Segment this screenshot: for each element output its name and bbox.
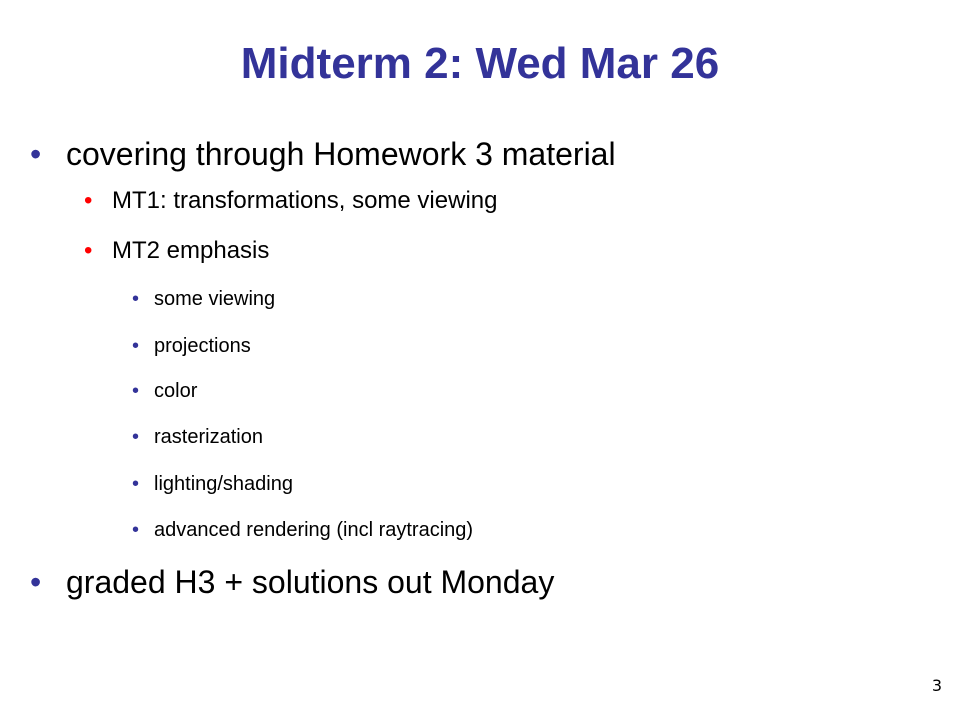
bullet-icon: • — [30, 564, 42, 600]
bullet-icon: • — [132, 288, 140, 310]
slide-title: Midterm 2: Wed Mar 26 — [240, 39, 720, 88]
bullet-icon: • — [30, 136, 42, 172]
bullet-item-level3 — [132, 285, 275, 313]
page-number: 3 — [931, 676, 942, 695]
bullet-text: lighting/shading — [154, 473, 293, 495]
bullet-text: MT2 emphasis — [112, 237, 270, 264]
bullet-icon: • — [84, 237, 93, 264]
bullet-icon: • — [132, 473, 140, 495]
bullet-text: projections — [154, 335, 251, 357]
bullet-icon: • — [132, 519, 140, 541]
bullet-item-level3 — [132, 423, 263, 451]
bullet-text: rasterization — [154, 426, 263, 448]
bullet-item-level3 — [132, 516, 473, 544]
bullet-item-level1 — [30, 562, 554, 602]
bullet-text: color — [154, 380, 198, 402]
bullet-icon: • — [84, 187, 93, 214]
bullet-text: some viewing — [154, 288, 276, 310]
bullet-icon: • — [132, 335, 140, 357]
bullet-item-level2 — [84, 185, 497, 217]
bullet-item-level1 — [30, 134, 616, 174]
bullet-icon: • — [132, 426, 140, 448]
bullet-item-level2 — [84, 235, 269, 267]
bullet-icon: • — [132, 380, 140, 402]
bullet-item-level3 — [132, 377, 197, 405]
bullet-text: advanced rendering (incl raytracing) — [154, 519, 474, 541]
bullet-text: covering through Homework 3 material — [66, 136, 616, 172]
bullet-item-level3 — [132, 470, 293, 498]
bullet-text: graded H3 + solutions out Monday — [66, 564, 555, 600]
bullet-text: MT1: transformations, some viewing — [112, 187, 498, 214]
bullet-item-level3 — [132, 332, 251, 360]
